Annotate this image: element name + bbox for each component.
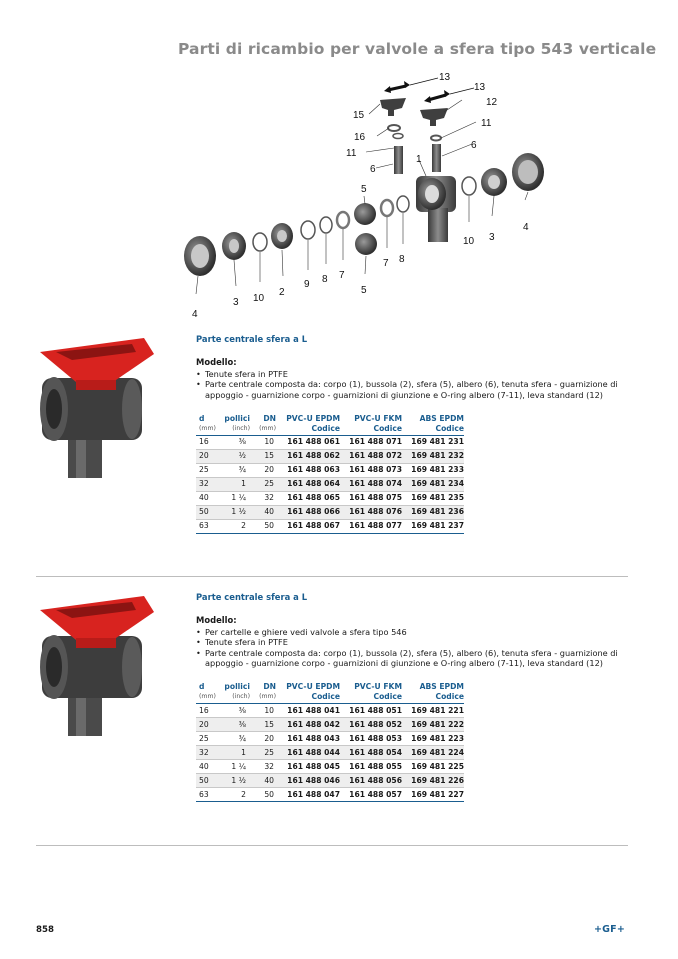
ball-5-bottom (355, 233, 377, 255)
feature-list (196, 369, 636, 400)
section-title: Parte centrale sfera a L (196, 592, 308, 602)
table-row: 50 1 ½ 40 161 488 046 161 488 056 169 481 226 (196, 774, 464, 788)
list-item: • Parte centrale composta da: corpo (1), bussola (2), sfera (5), albero (6), tenuta sfera - guarnizione di appoggio - guarnizione corpo - guarnizioni di giunzione e O-ring albero (7-11), leva standard (12) (196, 379, 636, 400)
callout-label: 3 (233, 297, 239, 308)
ball-5-top (354, 203, 376, 225)
callout-label: 13 (439, 72, 451, 83)
callout-label: 12 (486, 97, 498, 108)
callout-label: 10 (463, 236, 475, 247)
arrow-icon (384, 78, 438, 93)
o-ring-11 (431, 136, 441, 141)
callout-label: 3 (489, 232, 495, 243)
valve-product-image (36, 334, 158, 484)
callout-label: 8 (322, 274, 328, 285)
callout-label: 8 (399, 254, 405, 265)
callout-label: 10 (253, 293, 265, 304)
gasket-10-right (462, 177, 476, 195)
list-item: • Parte centrale composta da: corpo (1), bussola (2), sfera (5), albero (6), tenuta sfera - guarnizione di appoggio - guarnizione corpo - guarnizioni di giunzione e O-ring albero (7-11), leva standard (12) (196, 648, 636, 669)
col-pollici: pollici (inch) (224, 682, 250, 701)
callout-label: 4 (523, 222, 529, 233)
page-title: Parti di ricambio per valvole a sfera tipo 543 verticale (178, 40, 657, 58)
valve-product-image (36, 592, 158, 742)
section-divider (36, 576, 628, 577)
col-dn: DN (mm) (259, 682, 276, 701)
callout-label: 16 (354, 132, 366, 143)
col-pvcu-fkm: PVC-U FKM Codice (354, 682, 402, 702)
callout-label: 1 (416, 154, 422, 165)
feature-list (196, 627, 636, 668)
callout-label: 7 (383, 258, 389, 269)
spare-part-section-1 (196, 334, 636, 534)
seat-7 (337, 212, 349, 228)
section-divider (36, 845, 628, 846)
col-dn: DN (mm) (259, 413, 276, 432)
table-header-row (196, 414, 464, 436)
model-label: Modello: (196, 357, 237, 367)
callout-label: 11 (481, 118, 492, 129)
callout-label: 6 (471, 140, 477, 151)
section-title: Parte centrale sfera a L (196, 334, 308, 344)
table-row: 63 2 50 161 488 047 161 488 057 169 481 227 (196, 788, 464, 802)
valve-body (416, 176, 456, 242)
callout-label: 4 (192, 309, 198, 320)
col-pvcu-epdm: PVC-U EPDM Codice (286, 413, 340, 433)
table-row: 50 1 ½ 40 161 488 066 161 488 076 169 481 236 (196, 505, 464, 519)
list-item: • Tenute sfera in PTFE (196, 369, 636, 379)
exploded-diagram (176, 68, 556, 326)
table-row: 25 ¾ 20 161 488 043 161 488 053 169 481 223 (196, 732, 464, 746)
col-d: d (mm) (199, 413, 216, 432)
page-number: 858 (36, 925, 54, 935)
callout-label: 5 (361, 285, 367, 296)
spare-part-section-2 (196, 592, 636, 802)
callout-label: 11 (346, 148, 357, 159)
col-abs-epdm: ABS EPDM Codice (419, 682, 464, 702)
o-ring-9 (301, 221, 315, 239)
o-ring-16 (388, 125, 400, 131)
stem-left (394, 146, 403, 174)
table-row: 16 ⅜ 10 161 488 061 161 488 071 169 481 231 (196, 435, 464, 449)
table-row: 16 ⅜ 10 161 488 041 161 488 051 169 481 221 (196, 704, 464, 718)
callout-label: 9 (304, 279, 310, 290)
table-row: 32 1 25 161 488 044 161 488 054 169 481 224 (196, 746, 464, 760)
list-item: • Tenute sfera in PTFE (196, 637, 636, 647)
col-pollici: pollici (inch) (224, 413, 250, 432)
callout-label: 2 (279, 287, 285, 298)
callout-label: 6 (370, 164, 376, 175)
col-d: d (mm) (199, 682, 216, 701)
gf-logo: +GF+ (594, 924, 626, 935)
table-row: 40 1 ¼ 32 161 488 065 161 488 075 169 481 235 (196, 491, 464, 505)
table-row: 20 ½ 15 161 488 062 161 488 072 169 481 232 (196, 449, 464, 463)
lever-handle-right (420, 108, 448, 126)
lever-handle-left (380, 98, 406, 116)
callout-label: 15 (353, 110, 365, 121)
gasket-10-left (253, 233, 267, 251)
parts-table (196, 414, 464, 534)
seat-7-right (381, 200, 393, 216)
callout-label: 5 (361, 184, 367, 195)
o-ring-8 (320, 217, 332, 233)
col-pvcu-epdm: PVC-U EPDM Codice (286, 682, 340, 702)
callout-label: 7 (339, 270, 345, 281)
o-ring-11b (393, 134, 403, 139)
table-row: 32 1 25 161 488 064 161 488 074 169 481 234 (196, 477, 464, 491)
model-label: Modello: (196, 615, 237, 625)
table-header-row (196, 682, 464, 704)
table-row: 25 ¾ 20 161 488 063 161 488 073 169 481 233 (196, 463, 464, 477)
table-row: 40 1 ¼ 32 161 488 045 161 488 055 169 481 225 (196, 760, 464, 774)
col-pvcu-fkm: PVC-U FKM Codice (354, 413, 402, 433)
list-item: • Per cartelle e ghiere vedi valvole a sfera tipo 546 (196, 627, 636, 637)
col-abs-epdm: ABS EPDM Codice (419, 413, 464, 433)
o-ring-8-right (397, 196, 409, 212)
arrow-icon (424, 88, 474, 103)
stem-right (432, 144, 441, 172)
callout-label: 13 (474, 82, 486, 93)
table-row: 63 2 50 161 488 067 161 488 077 169 481 237 (196, 519, 464, 533)
parts-table (196, 682, 464, 802)
table-row: 20 ⅜ 15 161 488 042 161 488 052 169 481 222 (196, 718, 464, 732)
